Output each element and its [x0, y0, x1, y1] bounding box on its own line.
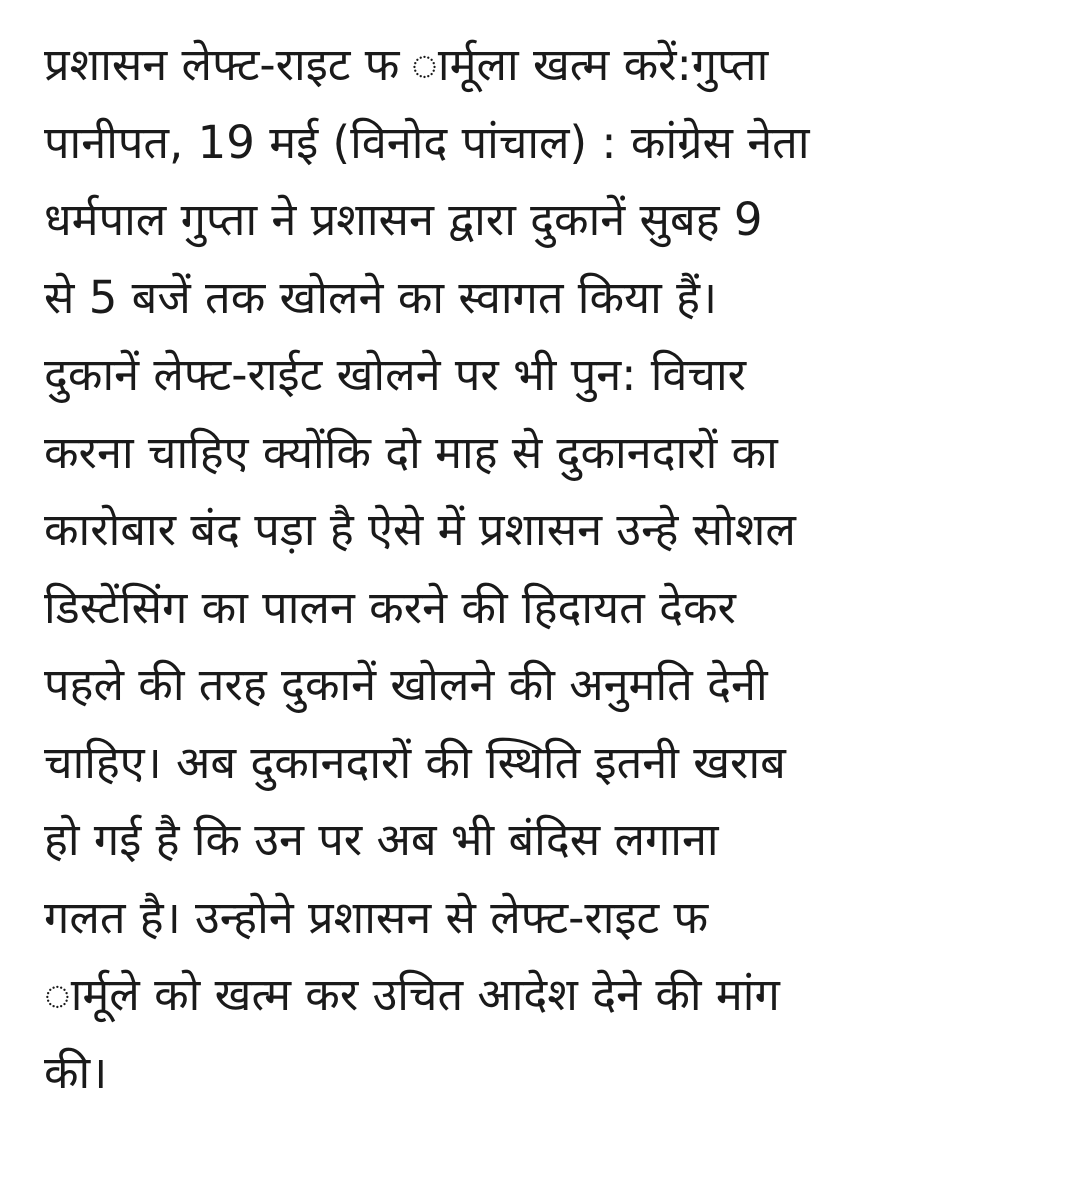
article-line: दुकानें लेफ्ट-राईट खोलने पर भी पुन: विचार: [44, 348, 747, 401]
article-line: डिस्टेंसिंग का पालन करने की हिदायत देकर: [44, 580, 736, 634]
article-line: ार्मूले को खत्म कर उचित आदेश देने की मांग: [44, 968, 780, 1021]
article-line: धर्मपाल गुप्ता ने प्रशासन द्वारा दुकानें सुबह 9: [44, 193, 763, 246]
article-line: की।: [44, 1045, 108, 1099]
article-line: से 5 बजें तक खोलने का स्वागत किया हैं।: [44, 270, 718, 324]
article-headline: प्रशासन लेफ्ट-राइट फ ार्मूला खत्म करें:गुप्ता: [44, 38, 769, 91]
article-line: हो गई है कि उन पर अब भी बंदिस लगाना: [44, 813, 719, 866]
article-line: करना चाहिए क्योंकि दो माह से दुकानदारों का: [44, 425, 778, 479]
article-line: पहले की तरह दुकानें खोलने की अनुमति देनी: [44, 658, 768, 711]
article-line: गलत है। उन्होने प्रशासन से लेफ्ट-राइट फ: [44, 890, 709, 944]
article-line: पानीपत, 19 मई (विनोद पांचाल) : कांग्रेस नेता: [44, 115, 810, 169]
article-line: कारोबार बंद पड़ा है ऐसे में प्रशासन उन्हे सोशल: [44, 503, 796, 556]
article-text: [44, 26, 1054, 1111]
article-line: चाहिए। अब दुकानदारों की स्थिति इतनी खराब: [44, 735, 786, 789]
